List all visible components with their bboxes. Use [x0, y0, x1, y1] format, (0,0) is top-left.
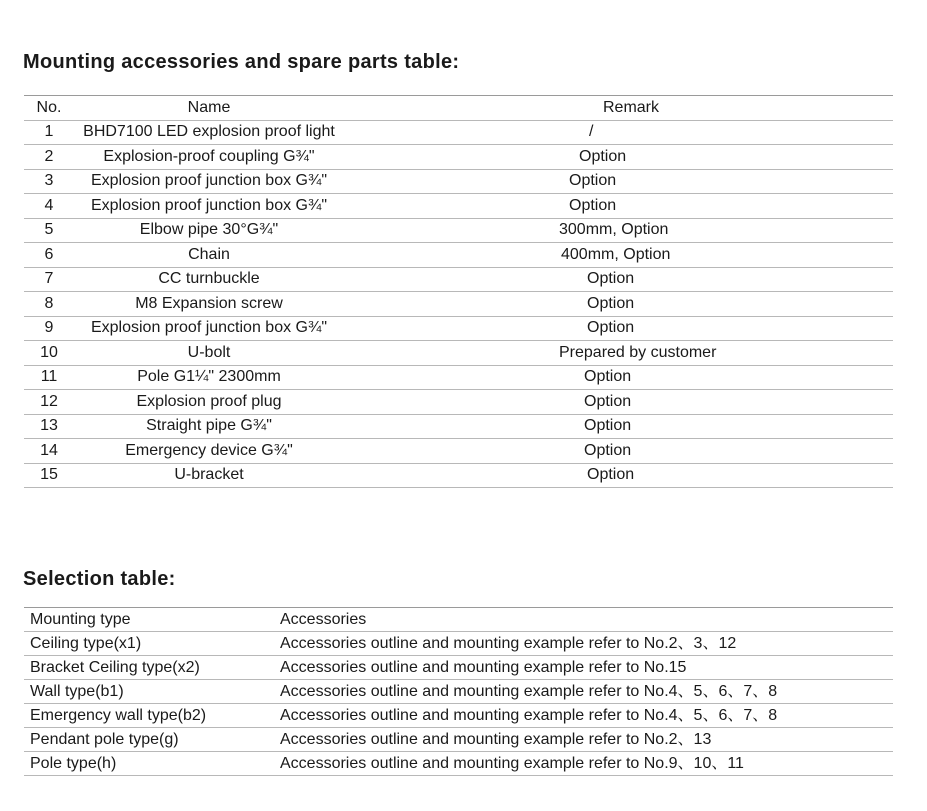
row-number: 5	[24, 218, 74, 243]
row-name: Pole G1¼" 2300mm	[74, 365, 559, 390]
column-header-accessories: Accessories	[274, 608, 893, 632]
selection-table-title: Selection table:	[23, 568, 176, 590]
row-remark	[559, 316, 893, 341]
row-number: 8	[24, 292, 74, 317]
column-header-remark	[559, 96, 893, 121]
row-name: Elbow pipe 30°G¾"	[74, 218, 559, 243]
row-name: U-bracket	[74, 463, 559, 488]
row-remark-text: 300mm, Option	[559, 221, 669, 239]
row-accessories: Accessories outline and mounting example refer to No.4、5、6、7、8	[274, 680, 893, 704]
table-row	[24, 267, 893, 292]
row-remark-text: Option	[584, 368, 632, 386]
row-remark-text: Option	[584, 417, 632, 435]
row-remark	[559, 267, 893, 292]
row-remark	[559, 365, 893, 390]
row-accessories: Accessories outline and mounting example refer to No.4、5、6、7、8	[274, 704, 893, 728]
table-row	[24, 390, 893, 415]
row-name: CC turnbuckle	[74, 267, 559, 292]
row-number: 3	[24, 169, 74, 194]
row-remark-text: 400mm, Option	[561, 245, 671, 263]
row-name: Straight pipe G¾"	[74, 414, 559, 439]
row-number: 10	[24, 341, 74, 366]
table-row	[24, 728, 893, 752]
row-number: 9	[24, 316, 74, 341]
row-remark-text: Option	[587, 270, 635, 288]
row-name: M8 Expansion screw	[74, 292, 559, 317]
row-remark-text: Option	[587, 294, 635, 312]
table-row	[24, 463, 893, 488]
row-remark-text: Option	[569, 172, 617, 190]
table-row	[24, 218, 893, 243]
row-remark	[559, 169, 893, 194]
table-row	[24, 145, 893, 170]
row-name: Explosion proof junction box G¾"	[74, 316, 559, 341]
row-remark	[559, 243, 893, 268]
row-mounting-type: Pendant pole type(g)	[24, 728, 274, 752]
column-header-remark-label: Remark	[603, 98, 660, 116]
row-name: BHD7100 LED explosion proof light	[74, 120, 559, 145]
table-row	[24, 194, 893, 219]
table-row	[24, 120, 893, 145]
row-mounting-type: Emergency wall type(b2)	[24, 704, 274, 728]
selection-table	[24, 607, 893, 776]
row-number: 6	[24, 243, 74, 268]
row-accessories: Accessories outline and mounting example refer to No.2、3、12	[274, 632, 893, 656]
row-mounting-type: Pole type(h)	[24, 752, 274, 776]
table-row	[24, 656, 893, 680]
accessories-table-header-row	[24, 96, 893, 121]
row-number: 4	[24, 194, 74, 219]
row-number: 11	[24, 365, 74, 390]
row-number: 15	[24, 463, 74, 488]
row-number: 1	[24, 120, 74, 145]
row-name: U-bolt	[74, 341, 559, 366]
row-remark	[559, 145, 893, 170]
row-remark	[559, 341, 893, 366]
row-remark-text: Option	[587, 319, 635, 337]
row-remark	[559, 414, 893, 439]
row-remark	[559, 390, 893, 415]
row-remark	[559, 218, 893, 243]
row-accessories: Accessories outline and mounting example refer to No.9、10、11	[274, 752, 893, 776]
row-name: Chain	[74, 243, 559, 268]
table-row	[24, 632, 893, 656]
row-mounting-type: Wall type(b1)	[24, 680, 274, 704]
table-row	[24, 439, 893, 464]
table-row	[24, 292, 893, 317]
column-header-name: Name	[74, 96, 559, 121]
column-header-no: No.	[24, 96, 74, 121]
row-accessories: Accessories outline and mounting example refer to No.2、13	[274, 728, 893, 752]
row-remark-text: Option	[569, 196, 617, 214]
row-remark	[559, 292, 893, 317]
row-name: Explosion proof plug	[74, 390, 559, 415]
row-number: 2	[24, 145, 74, 170]
row-number: 7	[24, 267, 74, 292]
row-mounting-type: Ceiling type(x1)	[24, 632, 274, 656]
table-row	[24, 341, 893, 366]
row-name: Explosion proof junction box G¾"	[74, 169, 559, 194]
accessories-table	[24, 95, 893, 488]
row-remark-text: Option	[584, 441, 632, 459]
row-accessories: Accessories outline and mounting example refer to No.15	[274, 656, 893, 680]
table-row	[24, 316, 893, 341]
row-number: 14	[24, 439, 74, 464]
selection-table-header-row	[24, 608, 893, 632]
row-number: 12	[24, 390, 74, 415]
row-remark-text: Option	[579, 147, 627, 165]
table-row	[24, 704, 893, 728]
row-remark	[559, 439, 893, 464]
row-remark	[559, 120, 893, 145]
table-row	[24, 680, 893, 704]
table-row	[24, 169, 893, 194]
row-name: Emergency device G¾"	[74, 439, 559, 464]
row-remark-text: Option	[584, 392, 632, 410]
table-row	[24, 414, 893, 439]
column-header-mounting-type: Mounting type	[24, 608, 274, 632]
row-number: 13	[24, 414, 74, 439]
accessories-table-title: Mounting accessories and spare parts table:	[23, 51, 460, 73]
table-row	[24, 243, 893, 268]
row-name: Explosion-proof coupling G¾"	[74, 145, 559, 170]
row-remark-text: Prepared by customer	[559, 343, 717, 361]
row-remark-text: Option	[587, 466, 635, 484]
table-row	[24, 365, 893, 390]
row-mounting-type: Bracket Ceiling type(x2)	[24, 656, 274, 680]
table-row	[24, 752, 893, 776]
row-remark	[559, 463, 893, 488]
row-remark-text: /	[589, 123, 594, 141]
row-name: Explosion proof junction box G¾"	[74, 194, 559, 219]
row-remark	[559, 194, 893, 219]
